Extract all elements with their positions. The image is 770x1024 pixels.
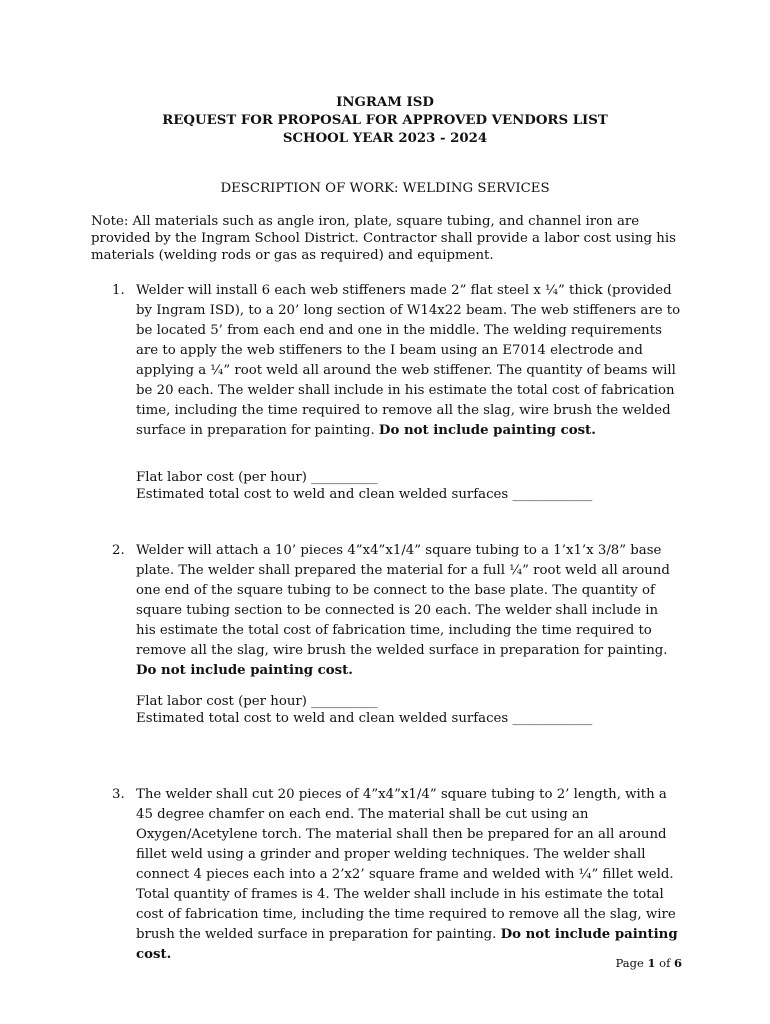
work-description: DESCRIPTION OF WORK: WELDING SERVICES: [220, 181, 550, 196]
item-body: [136, 281, 681, 441]
item-body: [136, 541, 681, 681]
rfp-title: REQUEST FOR PROPOSAL FOR APPROVED VENDORS LIST: [162, 113, 608, 128]
item-painting-notice: Do not include painting cost.: [136, 927, 678, 962]
district-name: INGRAM ISD: [336, 95, 434, 110]
flat-labor-cost-field[interactable]: Flat labor cost (per hour) __________: [136, 694, 378, 709]
page-number: [616, 956, 682, 970]
page-prefix: Page: [615, 956, 648, 970]
item-painting-notice: Do not include painting cost.: [378, 423, 596, 438]
document-header: [0, 94, 770, 148]
item-number: 2.: [112, 543, 125, 558]
item-text: Welder will attach a 10’ pieces 4”x4”x1/4” square tubing to a 1’x1’x 3/8” base plate. The welder shall prepared the material for a full ¼” root weld all around one end of the square tubing to be connect to the base plate. The quantity of square tubing section to be connected is 20 each. The welder shall include in his estimate the total cost of fabrication time, including the time required to remove all the slag, wire brush the welded surface in preparation for painting.: [136, 543, 670, 658]
flat-labor-cost-field[interactable]: Flat labor cost (per hour) __________: [136, 470, 378, 485]
estimated-total-cost-field[interactable]: Estimated total cost to weld and clean welded surfaces ____________: [136, 487, 593, 502]
item-number: 3.: [112, 787, 125, 802]
item-text: The welder shall cut 20 pieces of 4”x4”x1/4” square tubing to 2’ length, with a 45 degree chamfer on each end. The material shall be cut using an Oxygen/Acetylene torch. The material shall then be prepared for an all around fillet weld using a grinder and proper welding techniques. The welder shall connect 4 pieces each into a 2’x2’ square frame and welded with ¼” fillet weld. Total quantity of frames is 4. The welder shall include in his estimate the total cost of fabrication time, including the time required to remove all the slag, wire brush the welded surface in preparation for painting.: [136, 787, 676, 942]
school-year: SCHOOL YEAR 2023 - 2024: [282, 131, 488, 146]
item-painting-notice: Do not include painting cost.: [136, 663, 353, 678]
item-number: 1.: [112, 283, 125, 298]
item-2-cost-fields: [136, 693, 656, 727]
estimated-total-cost-field[interactable]: Estimated total cost to weld and clean welded surfaces ____________: [136, 711, 593, 726]
item-body: [136, 785, 681, 965]
item-1-cost-fields: [136, 469, 656, 503]
total-pages: 6: [673, 956, 682, 970]
materials-note: Note: All materials such as angle iron, plate, square tubing, and channel iron are provided by the Ingram School District. Contractor shall provide a labor cost using his materials (welding rods or gas as required) and equipment.: [91, 214, 676, 263]
current-page: 1: [647, 956, 656, 970]
item-text: Welder will install 6 each web stiffeners made 2” flat steel x ¼” thick (provided by Ingram ISD), to a 20’ long section of W14x22 beam. The web stiffeners are to be located 5’ from each end and one in the middle. The welding requirements are to apply the web stiffeners to the I beam using an E7014 electrode and applying a ¼” root weld all around the web stiffener. The quantity of beams will be 20 each. The welder shall include in his estimate the total cost of fabrication time, including the time required to remove all the slag, wire brush the welded surface in preparation for painting.: [136, 283, 681, 438]
page-of: of: [655, 956, 674, 970]
